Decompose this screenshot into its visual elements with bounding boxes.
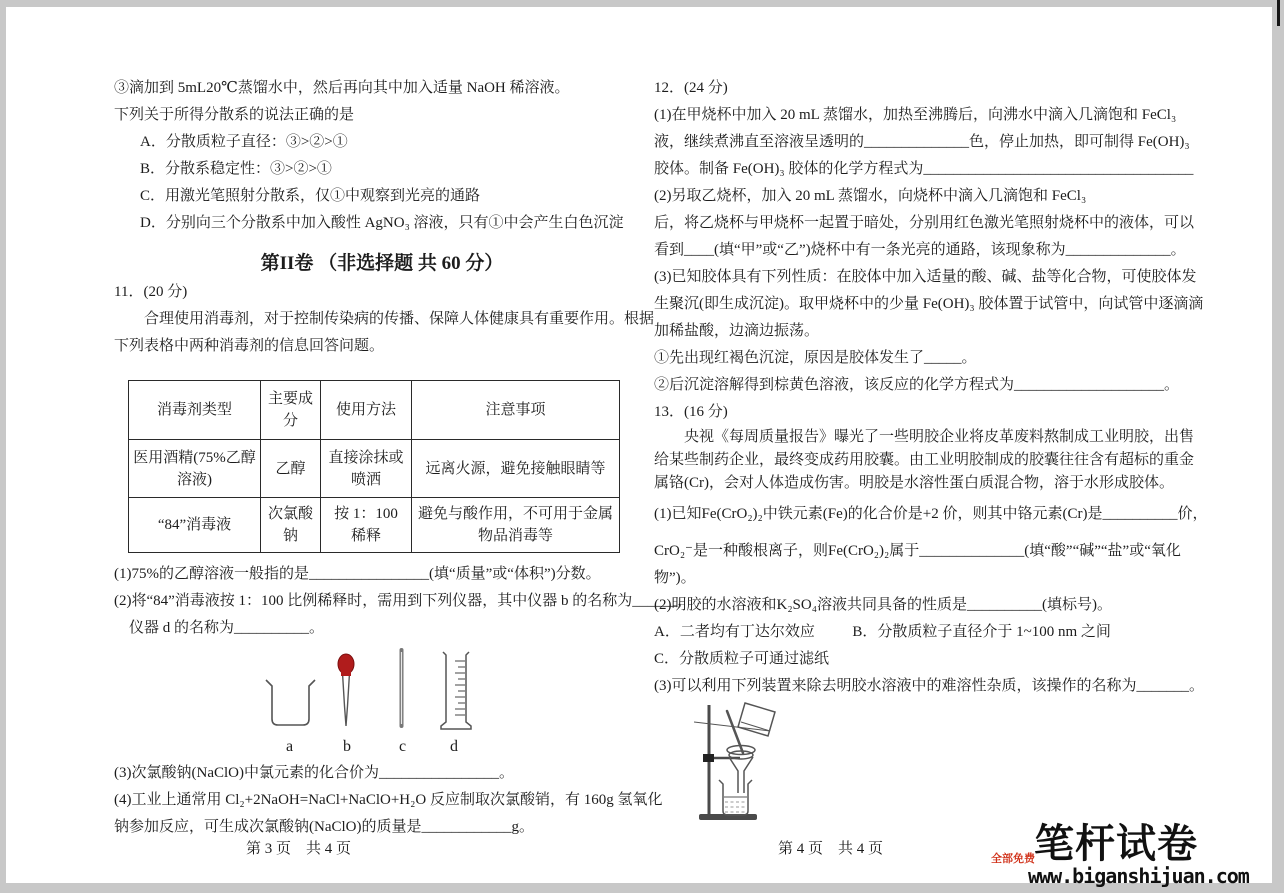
q12-line: 液，继续煮沸直至溶液呈透明的______________色，停止加热，即可制得 Fe(OH)₃ <box>654 134 1190 150</box>
table-cell: 避免与酸作用，不可用于金属物品消毒等 <box>412 498 620 553</box>
table-cell: 远离火源，避免接触眼睛等 <box>412 440 620 498</box>
graduated-cylinder-icon <box>441 652 471 729</box>
equipment-label-b: b <box>343 738 351 755</box>
q11-sub2-line1: (2)将“84”消毒液按 1：100 比例稀释时，需用到下列仪器，其中仪器 b 的名称为______， <box>114 593 693 609</box>
q13-sub1-line1: (1)已知Fe(CrO₂)₂中铁元素(Fe)的化合价是+2 价，则其中铬元素(Cr)是__________价， <box>654 506 1208 522</box>
disinfectant-table <box>128 380 620 553</box>
q13-sub2: (2)明胶的水溶液和K₂SO₄溶液共同具备的性质是__________(填标号)。 <box>654 597 1112 613</box>
q12-line: 后，将乙烧杯与甲烧杯一起置于暗处，分别用红色激光笔照射烧杯中的液体，可以 <box>654 215 1195 231</box>
q12-sub-circle1: ①先出现红褐色沉淀，原因是胶体发生了_____。 <box>654 350 977 366</box>
q10-option-d: D．分别向三个分散系中加入酸性 AgNO₃ 溶液，只有①中会产生白色沉淀 <box>140 215 624 231</box>
q12-line: (2)另取乙烧杯，加入 20 mL 蒸馏水，向烧杯中滴入几滴饱和 FeCl₃ <box>654 188 1087 204</box>
table-header-cell: 注意事项 <box>412 381 620 440</box>
q13-sub1-line3: 物”)。 <box>654 570 696 586</box>
q12-sub-circle2: ②后沉淀溶解得到棕黄色溶液，该反应的化学方程式为____________________。 <box>654 377 1180 393</box>
page4-footer: 第 4 页 共 4 页 <box>778 841 884 857</box>
watermark-brand: 笔杆试卷 <box>1034 821 1198 866</box>
q13-sub1-line2: CrO₂⁻是一种酸根离子，则Fe(CrO₂)₂属于______________(填“酸”“碱”“盐”或“氧化 <box>654 543 1181 559</box>
dropper-icon <box>338 654 354 726</box>
q13-sub3: (3)可以利用下列装置来除去明胶水溶液中的难溶性杂质，该操作的名称为_______。 <box>654 678 1204 694</box>
q11-sub4-line2: 钠参加反应，可生成次氯酸钠(NaClO)的质量是____________g。 <box>114 819 534 835</box>
table-row <box>129 440 620 498</box>
table-row <box>129 498 620 553</box>
q11-intro-line: 下列表格中两种消毒剂的信息回答问题。 <box>114 338 385 354</box>
page3-footer: 第 3 页 共 4 页 <box>246 841 352 857</box>
q12-heading: 12．(24 分) <box>654 80 728 96</box>
equipment-label-d: d <box>450 738 458 755</box>
funnel-icon <box>727 746 755 794</box>
table-cell: 按 1：100 稀释 <box>321 498 412 553</box>
q11-sub1: (1)75%的乙醇溶液一般指的是________________(填“质量”或“体积”)分数。 <box>114 566 601 582</box>
watermark-free-label: 全部免费 <box>991 853 1035 865</box>
q11-sub4-line1: (4)工业上通常用 Cl₂+2NaOH=NaCl+NaClO+H₂O 反应制取次氯酸销，有 160g 氢氧化 <box>114 792 663 808</box>
table-header-row <box>129 381 620 440</box>
filtration-apparatus-figure <box>694 700 844 822</box>
q12-line: (3)已知胶体具有下列性质：在胶体中加入适量的酸、碱、盐等化合物，可使胶体发 <box>654 269 1197 285</box>
table-cell: 医用酒精(75%乙醇溶液) <box>129 440 261 498</box>
q12-line: 胶体。制备 Fe(OH)₃ 胶体的化学方程式为____________________________________ <box>654 161 1194 177</box>
q11-heading: 11．(20 分) <box>114 284 188 300</box>
table-header-cell: 消毒剂类型 <box>129 381 261 440</box>
q13-options-ab: A．二者均有丁达尔效应 B．分散质粒子直径介于 1~100 nm 之间 <box>654 624 1111 640</box>
q10-option-b: B．分散系稳定性：③>②>① <box>140 161 332 177</box>
exam-paper-scan <box>6 7 1272 888</box>
scan-edge-artifact <box>1277 0 1280 26</box>
q13-intro-line: 给某些制药企业，最终变成药用胶囊。由工业明胶制成的胶囊往往含有超标的重金 <box>654 452 1195 468</box>
watermark-url: www.biganshijuan.com <box>1028 864 1249 888</box>
table-cell: 次氯酸钠 <box>261 498 321 553</box>
table-header-cell: 使用方法 <box>321 381 412 440</box>
equipment-label-c: c <box>399 738 407 755</box>
lab-equipment-drawing <box>259 648 489 744</box>
q11-intro-line: 合理使用消毒剂，对于控制传染病的传播、保障人体健康具有重要作用。根据 <box>144 311 655 327</box>
q12-line: 加稀盐酸，边滴边振荡。 <box>654 323 820 339</box>
filtration-apparatus-drawing <box>694 700 844 822</box>
q13-heading: 13．(16 分) <box>654 404 728 420</box>
lab-equipment-figure <box>259 648 489 760</box>
q10-stem-line: ③滴加到 5mL20℃蒸馏水中，然后再向其中加入适量 NaOH 稀溶液。 <box>114 80 570 96</box>
equipment-label-a: a <box>286 738 294 755</box>
q11-sub2-line2: 仪器 d 的名称为__________。 <box>129 620 325 636</box>
beaker-icon <box>266 680 315 725</box>
q12-line: (1)在甲烧杯中加入 20 mL 蒸馏水，加热至沸腾后，向沸水中滴入几滴饱和 FeCl₃ <box>654 107 1177 123</box>
q12-line: 生聚沉(即生成沉淀)。取甲烧杯中的少量 Fe(OH)₃ 胶体置于试管中，向试管中逐滴滴 <box>654 296 1204 312</box>
q10-option-a: A．分散质粒子直径：③>②>① <box>140 134 348 150</box>
q10-option-c: C．用激光笔照射分散系，仅①中观察到光亮的通路 <box>140 188 481 204</box>
table-cell: “84”消毒液 <box>129 498 261 553</box>
q13-option-c: C．分散质粒子可通过滤纸 <box>654 651 830 667</box>
q13-intro-line: 央视《每周质量报告》曝光了一些明胶企业将皮革废料熬制成工业明胶，出售 <box>684 429 1195 445</box>
table-header-cell: 主要成分 <box>261 381 321 440</box>
receiving-beaker-icon <box>719 780 752 815</box>
table-cell: 直接涂抹或喷洒 <box>321 440 412 498</box>
q10-stem-line: 下列关于所得分散系的说法正确的是 <box>114 107 355 123</box>
q12-line: 看到____(填“甲”或“乙”)烧杯中有一条光亮的通路，该现象称为______________。 <box>654 242 1186 258</box>
table-cell: 乙醇 <box>261 440 321 498</box>
q11-sub3: (3)次氯酸钠(NaClO)中氯元素的化合价为________________。 <box>114 765 514 781</box>
q13-intro-line: 属铬(Cr)，会对人体造成伤害。明胶是水溶性蛋白质混合物，溶于水形成胶体。 <box>654 475 1174 491</box>
right-column-page4 <box>654 75 1208 822</box>
section-ii-title: 第II卷 （非选择题 共 60 分） <box>260 253 504 274</box>
